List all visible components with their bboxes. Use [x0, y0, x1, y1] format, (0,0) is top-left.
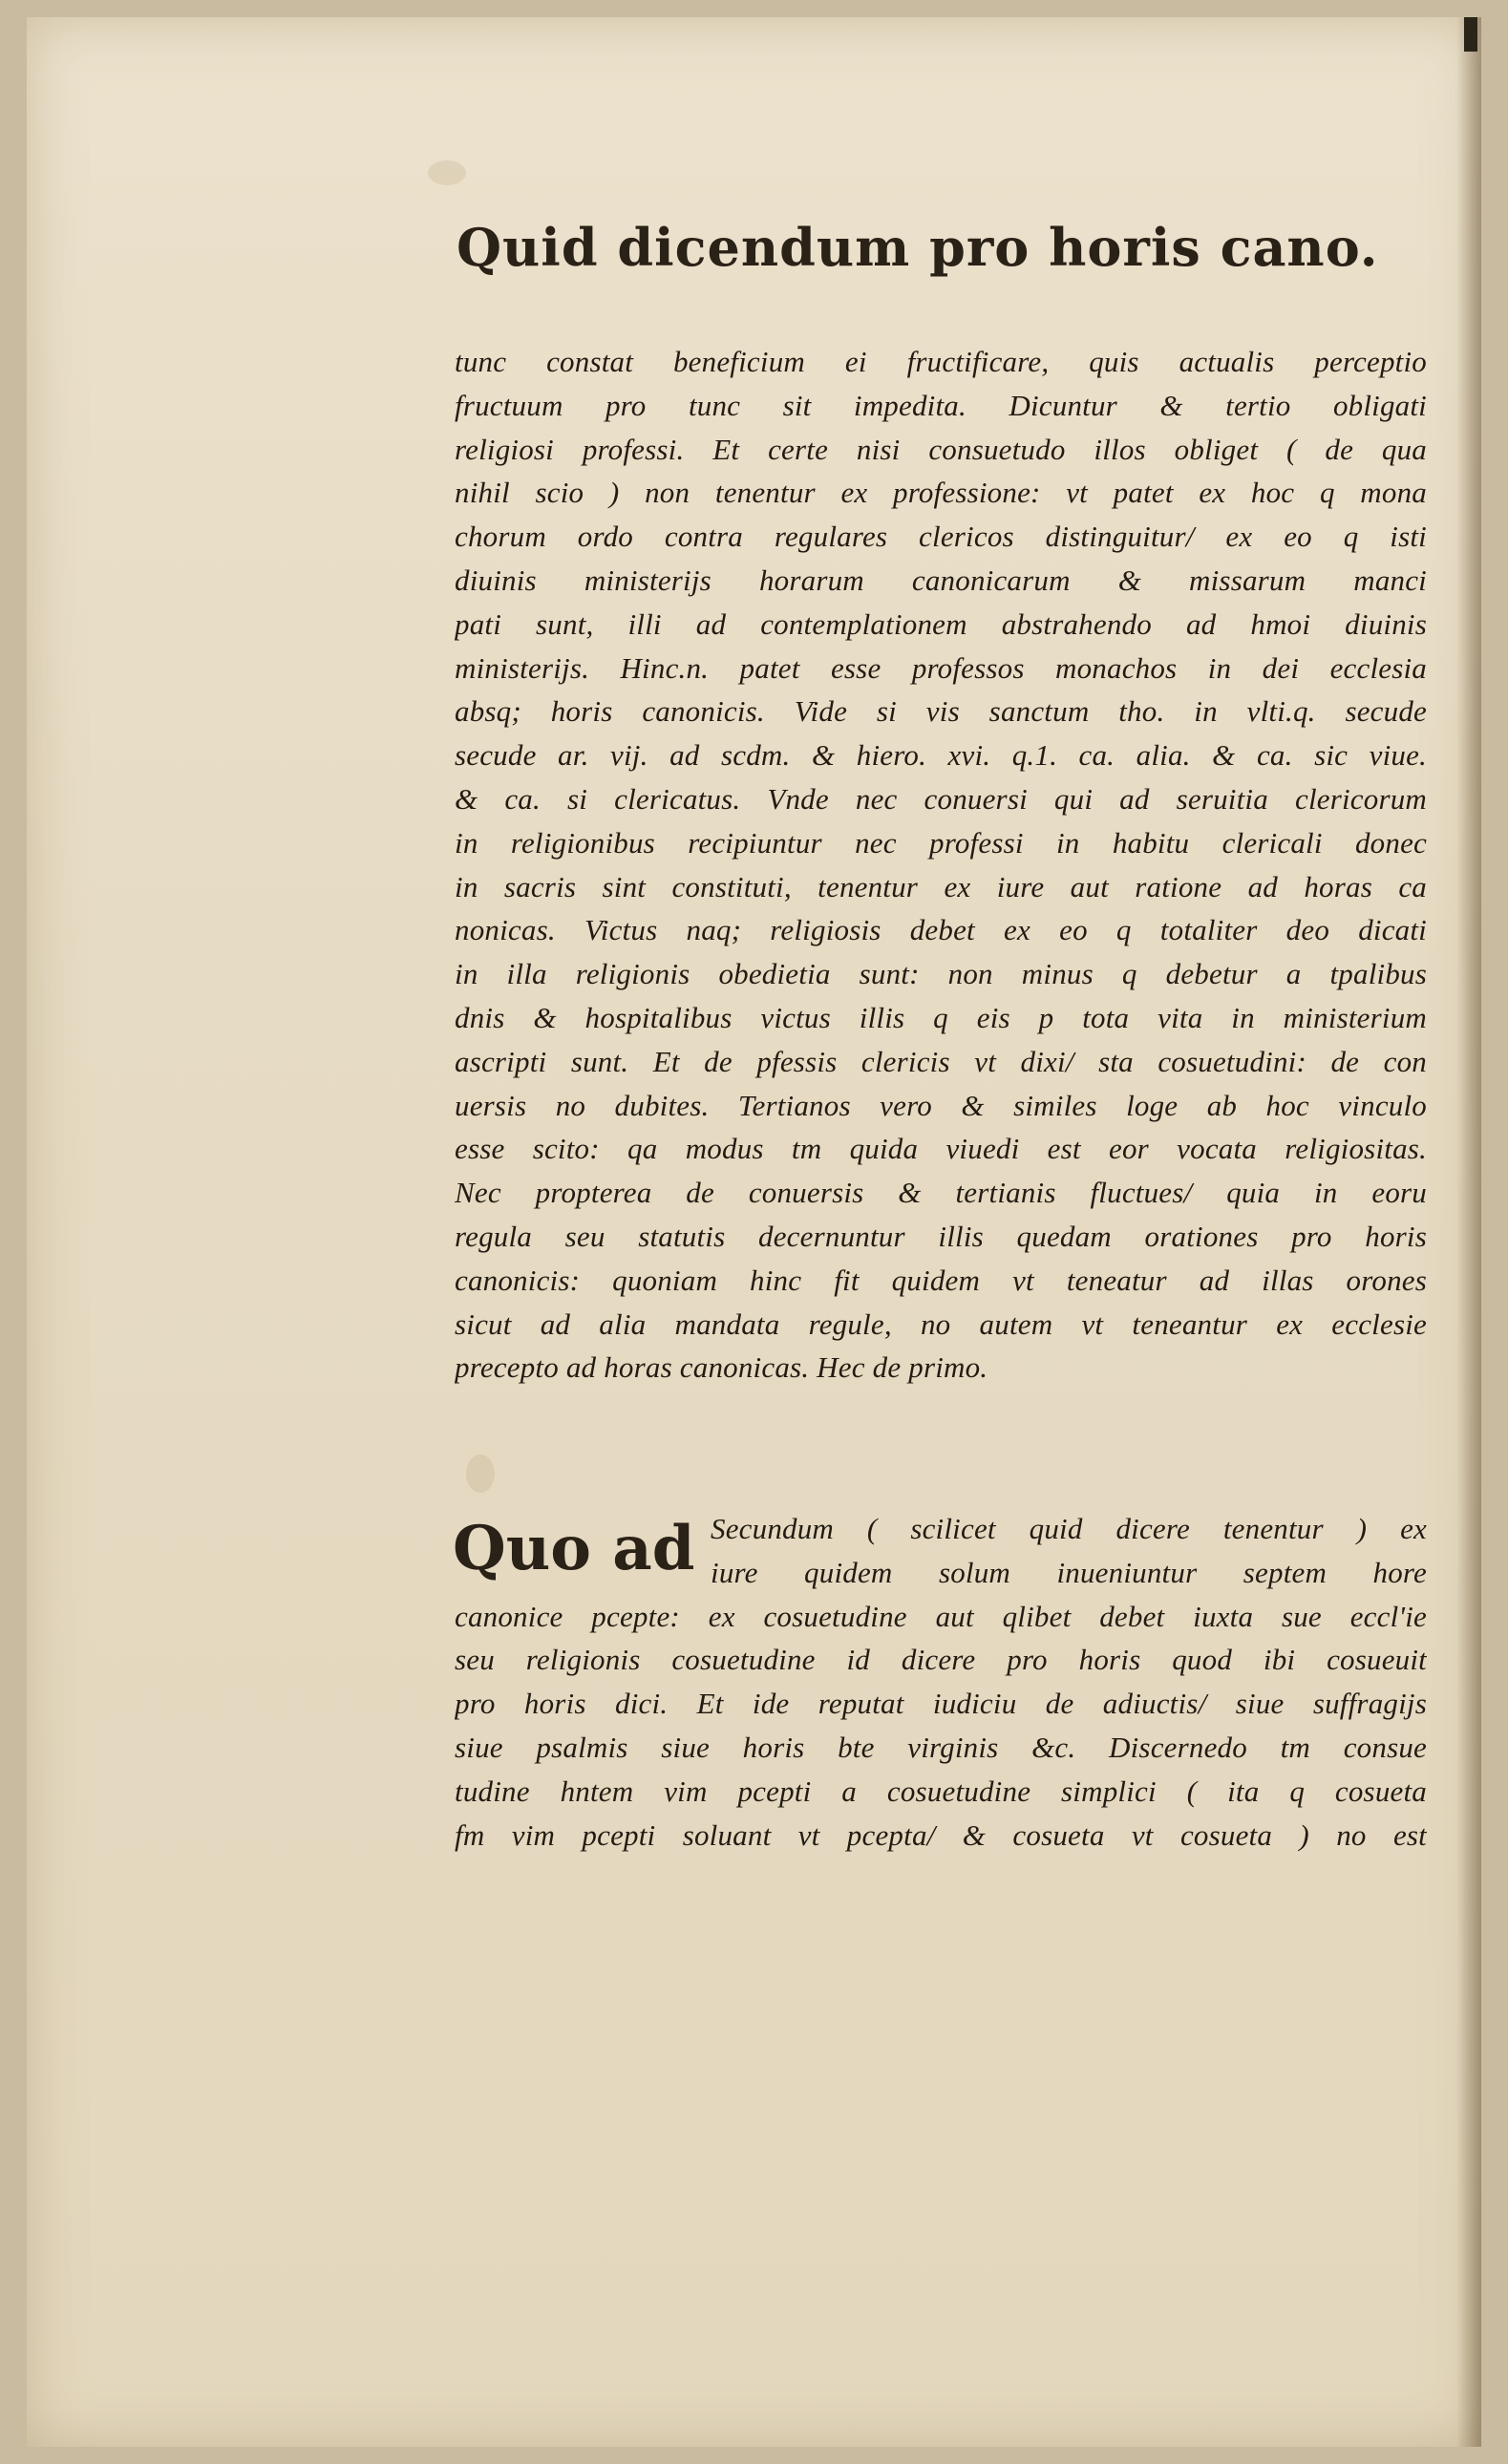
text-line: religiosi professi. Et certe nisi consuetudo illos obliget ( de qua: [455, 432, 1427, 466]
text-line: canonice pcepte: ex cosuetudine aut qlibet debet iuxta sue eccl'ie: [455, 1599, 1427, 1633]
text-line: diuinis ministerijs horarum canonicarum & missarum manci: [455, 563, 1427, 597]
section-two: [455, 1507, 1427, 1857]
paper-stain: [428, 160, 466, 185]
page-gutter-shadow: [1456, 17, 1481, 2447]
paper-stain: [466, 1455, 495, 1493]
text-line: uersis no dubites. Tertianos vero & similes loge ab hoc vinculo: [455, 1088, 1427, 1122]
text-line: & ca. si clericatus. Vnde nec conuersi qui ad seruitia clericorum: [455, 781, 1427, 816]
text-line: pro horis dici. Et ide reputat iudiciu de adiuctis/ siue suffragijs: [455, 1687, 1427, 1721]
text-line: in illa religionis obedietia sunt: non minus q debetur a tpalibus: [455, 957, 1427, 991]
text-line: Nec propterea de conuersis & tertianis fluctues/ quia in eoru: [455, 1176, 1427, 1210]
text-line: ascripti sunt. Et de pfessis clericis vt dixi/ sta cosuetudini: de con: [455, 1044, 1427, 1078]
section-initial: Quo ad: [453, 1513, 695, 1584]
text-line: Secundum ( scilicet quid dicere tenentur ) ex: [711, 1512, 1427, 1545]
text-line: nihil scio ) non tenentur ex professione: vt patet ex hoc q mona: [455, 476, 1427, 510]
text-line: fm vim pcepti soluant vt pcepta/ & cosueta vt cosueta ) no est: [455, 1817, 1427, 1852]
text-line: pati sunt, illi ad contemplationem abstrahendo ad hmoi diuinis: [455, 606, 1427, 641]
running-head: Quid dicendum pro horis cano.: [457, 217, 1379, 278]
text-line: nonicas. Victus naq; religiosis debet ex eo q totaliter deo dicati: [455, 913, 1427, 947]
text-line: dnis & hospitalibus victus illis q eis p tota vita in ministerium: [455, 1000, 1427, 1034]
binding-edge-mark: [1464, 17, 1477, 52]
text-line: in sacris sint constituti, tenentur ex iure aut ratione ad horas ca: [455, 869, 1427, 903]
text-line: in religionibus recipiuntur nec professi in habitu clericali donec: [455, 825, 1427, 860]
text-line: seu religionis cosuetudine id dicere pro horis quod ibi cosueuit: [455, 1643, 1427, 1677]
text-line: regula seu statutis decernuntur illis quedam orationes pro horis: [455, 1219, 1427, 1253]
body-text: [455, 340, 1427, 1390]
text-line: tudine hntem vim pcepti a cosuetudine simplici ( ita q cosueta: [455, 1774, 1427, 1808]
text-line: esse scito: qa modus tm quida viuedi est eor vocata religiositas.: [455, 1132, 1427, 1166]
text-line: siue psalmis siue horis bte virginis &c. Discernedo tm consue: [455, 1730, 1427, 1764]
text-line: absq; horis canonicis. Vide si vis sanctum tho. in vlti.q. secude: [455, 694, 1427, 729]
text-line: secude ar. vij. ad scdm. & hiero. xvi. q.1. ca. alia. & ca. sic viue.: [455, 738, 1427, 773]
text-line: chorum ordo contra regulares clericos distinguitur/ ex eo q isti: [455, 520, 1427, 554]
text-line: sicut ad alia mandata regule, no autem vt teneantur ex ecclesie: [455, 1306, 1427, 1341]
text-line: canonicis: quoniam hinc fit quidem vt teneatur ad illas orones: [455, 1263, 1427, 1297]
text-line: precepto ad horas canonicas. Hec de primo.: [455, 1350, 988, 1385]
text-line: fructuum pro tunc sit impedita. Dicuntur & tertio obligati: [455, 388, 1427, 422]
text-line: iure quidem solum inueniuntur septem hore: [711, 1555, 1427, 1589]
text-line: ministerijs. Hinc.n. patet esse professos monachos in dei ecclesia: [455, 650, 1427, 685]
text-line: tunc constat beneficium ei fructificare, quis actualis perceptio: [455, 345, 1427, 378]
